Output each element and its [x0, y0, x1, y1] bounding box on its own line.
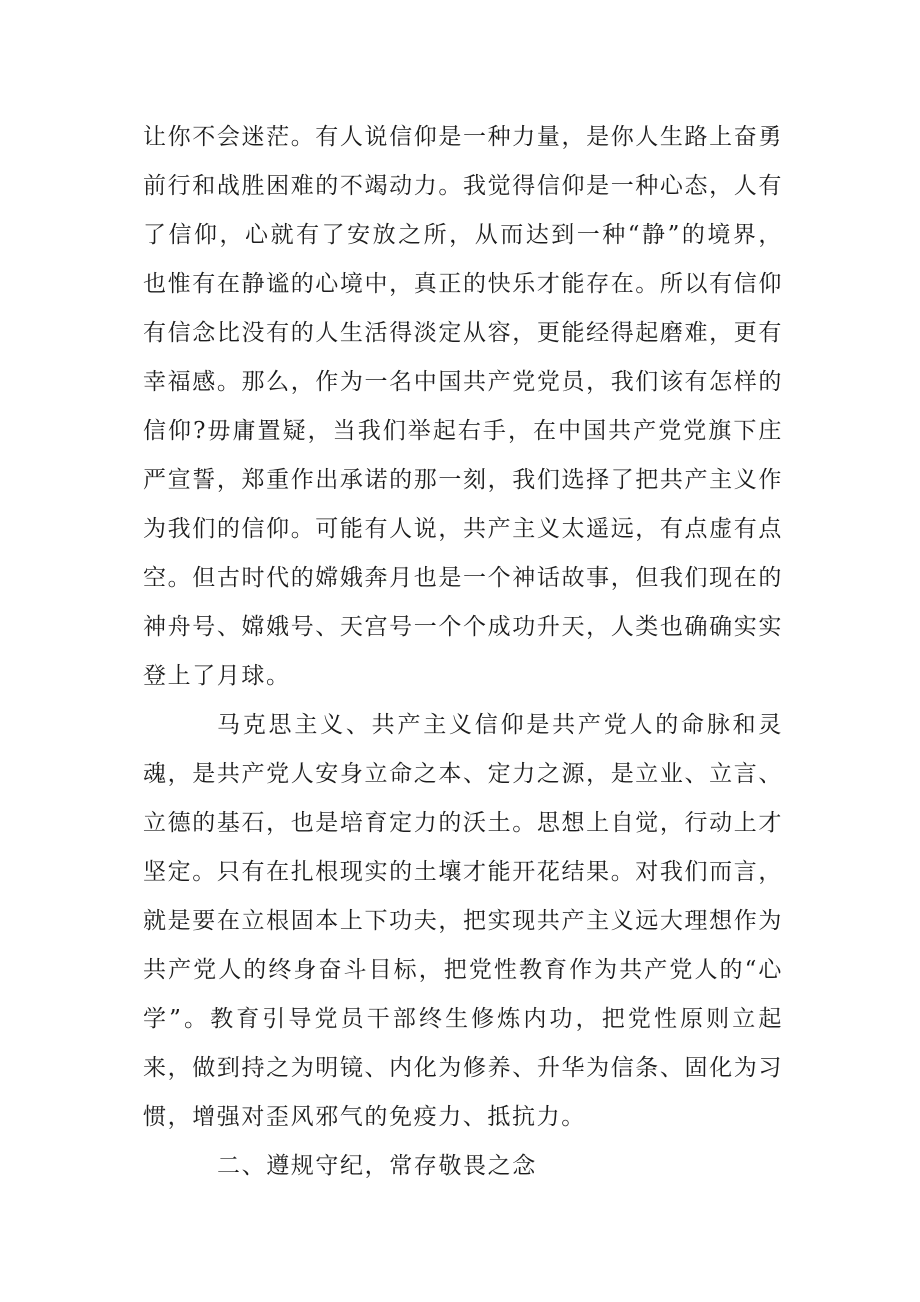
paragraph-faith-mindset: 让你不会迷茫。有人说信仰是一种力量，是你人生路上奋勇前行和战胜困难的不竭动力。我觉得信仰是一种心态，人有了信仰，心就有了安放之所，从而达到一种“静”的境界，也惟有在静谧的心境中，真正的快乐才能存在。所以有信仰有信念比没有的人生活得淡定从容，更能经得起磨难，更有幸福感。那么，作为一名中国共产党党员，我们该有怎样的信仰?毋庸置疑，当我们举起右手，在中国共产党党旗下庄严宣誓，郑重作出承诺的那一刻，我们选择了把共产主义作为我们的信仰。可能有人说，共产主义太遥远，有点虚有点空。但古时代的嫦娥奔月也是一个神话故事，但我们现在的神舟号、嫦娥号、天宫号一个个成功升天，人类也确确实实登上了月球。: [143, 124, 783, 689]
section-heading: 二、遵规守纪，常存敬畏之念: [217, 1153, 537, 1179]
paragraph-marxism-belief: 马克思主义、共产主义信仰是共产党人的命脉和灵魂，是共产党人安身立命之本、定力之源，是立业、立言、立德的基石，也是培育定力的沃土。思想上自觉，行动上才坚定。只有在扎根现实的土壤才能开花结果。对我们而言，就是要在立根固本上下功夫，把实现共产主义远大理想作为共产党人的终身奋斗目标，把党性教育作为共产党人的“心学”。教育引导党员干部终生修炼内功，把党性原则立起来，做到持之为明镜、内化为修养、升华为信条、固化为习惯，增强对歪风邪气的免疫力、抵抗力。: [143, 712, 783, 1130]
document-body: [143, 113, 783, 1191]
